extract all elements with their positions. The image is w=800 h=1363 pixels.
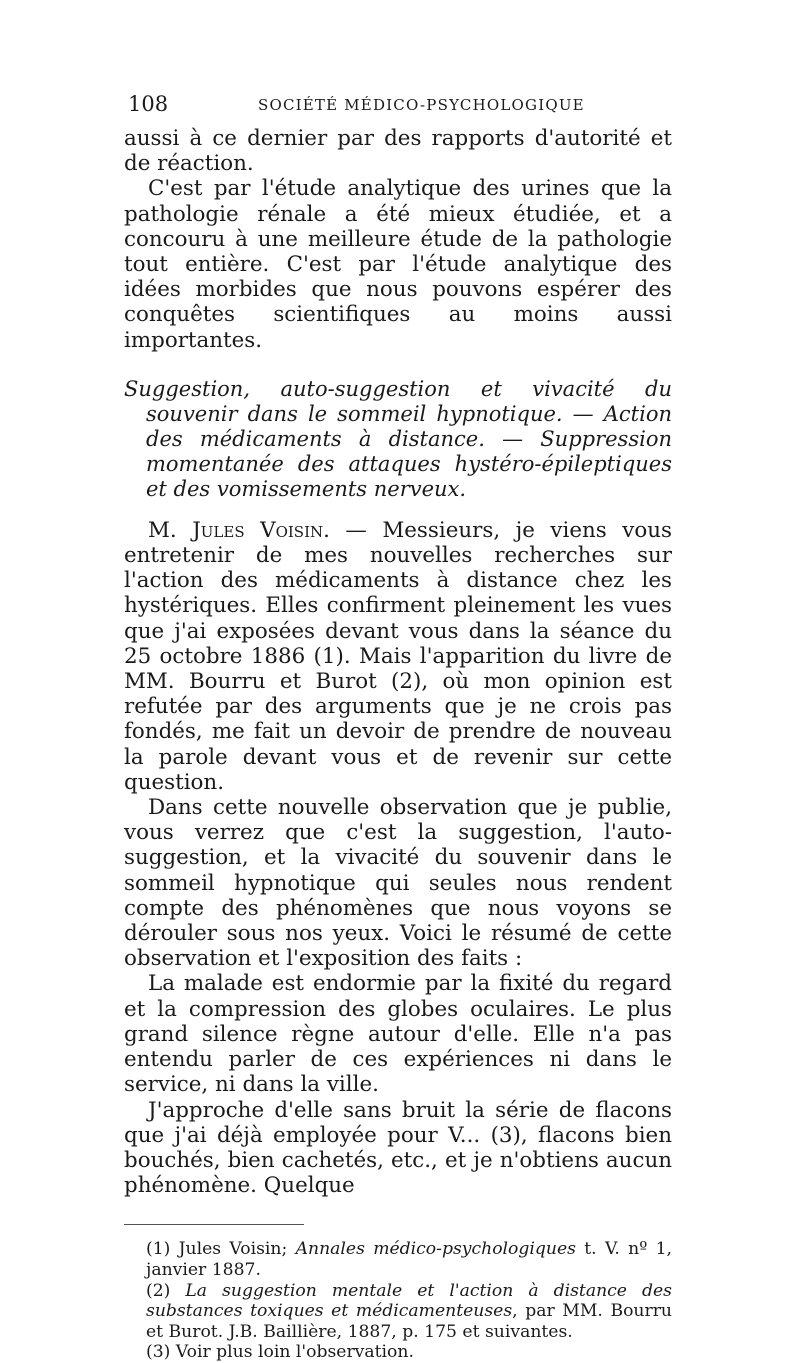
footnote-1-prefix: (1) Jules Voisin; [146, 1239, 296, 1260]
body-paragraph-3: La malade est endormie par la fixité du regard et la compression des globes oculaires. Le plus grand silence règne autour d'elle. Elle n'a pas entendu parler de ces expériences ni dans le service, ni dans la ville. [124, 971, 672, 1098]
footnote-2 [124, 1281, 672, 1343]
body-paragraph-2: Dans cette nouvelle observation que je publie, vous verrez que c'est la suggestion, l'auto-suggestion, et la vivacité du souvenir dans le sommeil hypnotique qui seules nous rendent compte des phénomènes que nous voyons se dérouler sous nos yeux. Voici le résumé de cette observation et l'exposition des faits : [124, 795, 672, 972]
footnote-3: (3) Voir plus loin l'observation. [146, 1342, 414, 1363]
footnote-2-suffix: , par MM. Bourru et Burot. J.B. Baillière, 1887, p. 175 et suivantes. [146, 1301, 672, 1342]
main-text [124, 518, 672, 1198]
intro-paragraph-1: aussi à ce dernier par des rapports d'autorité et de réaction. [124, 126, 672, 177]
footnote-divider [124, 1224, 304, 1225]
intro-paragraph-2: C'est par l'étude analytique des urines que la pathologie rénale a été mieux étudiée, et a concouru à une meilleure étude de la pathologie tout entière. C'est par l'étude analytique des idées morbides que nous pouvons espérer des conquêtes scientifiques au moins aussi importantes. [124, 176, 672, 353]
footnote-1-suffix: t. V. nº 1, janvier 1887. [146, 1239, 673, 1280]
book-page [124, 92, 672, 1363]
footnote-1 [124, 1239, 672, 1280]
body-paragraph-1-text: — Messieurs, je viens vous entretenir de mes nouvelles recherches sur l'action des médicaments à distance chez les hystériques. Elles confirment pleinement les vues que j'ai exposées devant vous dans la séance du 25 octobre 1886 (1). Mais l'apparition du livre de MM. Bourru et Burot (2), où mon opinion est refutée par des arguments que je ne crois pas fondés, me fait un devoir de prendre de nouveau la parole devant vous et de revenir sur cette question. [124, 517, 672, 795]
body-paragraph-1 [124, 518, 672, 795]
footnote-1-title: Annales médico-psychologiques [295, 1239, 576, 1260]
body-paragraph-4: J'approche d'elle sans bruit la série de flacons que j'ai déjà employée pour V... (3), flacons bien bouchés, bien cachetés, etc., et je n'obtiens aucun phénomène. Quelque [124, 1097, 672, 1199]
intro-text [124, 126, 672, 353]
section-title: Suggestion, auto-suggestion et vivacité du souvenir dans le sommeil hypnotique. — Action des médicaments à distance. — Suppression momentanée des attaques hystéro-épileptiques et des vomissements nerveux. [124, 376, 672, 501]
running-header [124, 92, 672, 122]
speaker-name: M. Jules Voisin. [148, 517, 330, 543]
page-number: 108 [128, 92, 169, 116]
footnote-2-title: La suggestion mentale et l'action à distance des substances toxiques et médicamenteuses [146, 1280, 672, 1322]
running-title: SOCIÉTÉ MÉDICO-PSYCHOLOGIQUE [258, 96, 585, 114]
footnote-2-prefix: (2) [146, 1280, 186, 1301]
footnotes [124, 1239, 672, 1363]
